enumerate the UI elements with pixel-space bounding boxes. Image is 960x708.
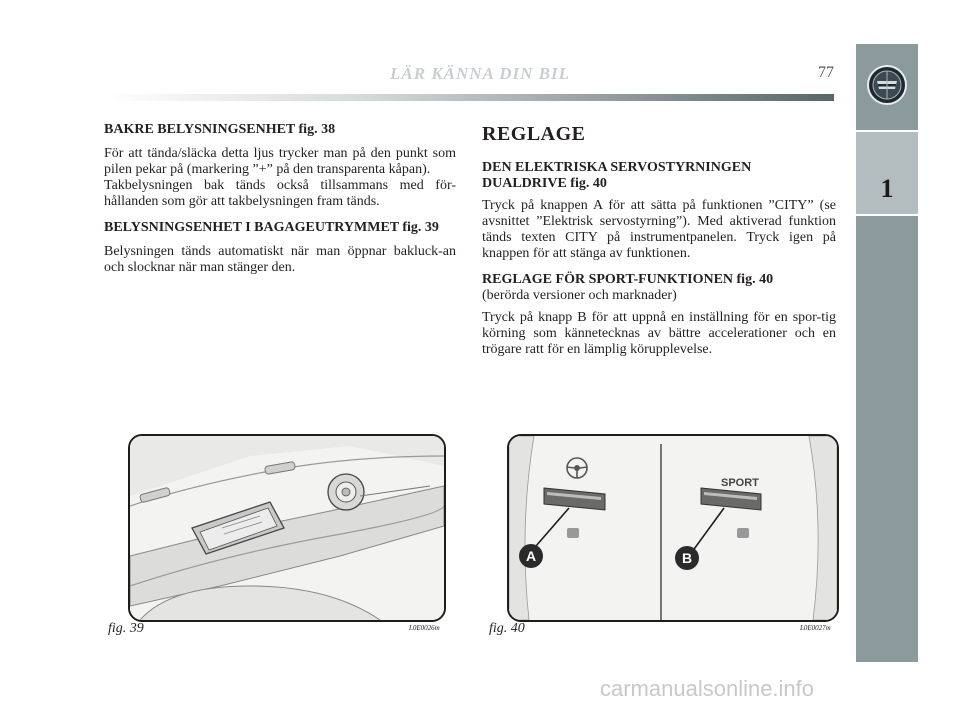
- chapter-number: 1: [880, 174, 894, 203]
- paragraph-rear-light-2: Takbelysningen bak tänds också tillsammans med för-hållanden som gör att takbelysningen fram tänds.: [104, 178, 456, 209]
- sport-subnote: (berörda versioner och marknader): [482, 288, 677, 303]
- figure-40-caption: fig. 40: [489, 621, 525, 636]
- label-a: A: [525, 548, 537, 564]
- paragraph-rear-light-1: För att tända/släcka detta ljus trycker man på den punkt som pilen pekar på (markering ”+” på den transparenta kåpan).: [104, 146, 456, 177]
- figure-39-image: [128, 434, 446, 622]
- paragraph-luggage-light: Belysningen tänds automatiskt när man öppnar bakluck-an och slocknar när man stänger den.: [104, 244, 456, 275]
- chapter-sidebar: [856, 44, 918, 662]
- luggage-light-illustration: [130, 436, 444, 620]
- figure-40-code: L0E0027m: [800, 624, 831, 632]
- left-column: [104, 122, 456, 276]
- heading-line-2: DUALDRIVE fig. 40: [482, 176, 607, 191]
- label-b: B: [681, 550, 693, 566]
- steering-controls-illustration: [509, 436, 837, 620]
- paragraph-power-steering: Tryck på knappen A för att sätta på funktionen ”CITY” (se avsnittet ”Elektrisk servostyrning”). Med aktiverad funktion tänds texten CITY på instrumentpanelen. Tryck igen på knappen för att stänga av funktionen.: [482, 198, 836, 261]
- lock-cylinder: [328, 474, 364, 510]
- running-header-title: LÄR KÄNNA DIN BIL: [390, 64, 570, 83]
- logo-box: [856, 44, 918, 130]
- section-heading-power-steering: [482, 160, 836, 192]
- main-heading-controls: REGLAGE: [482, 123, 586, 145]
- header-rule: [102, 94, 834, 101]
- callout-b: [675, 546, 699, 570]
- heading-line-1: DEN ELEKTRISKA SERVOSTYRNINGEN: [482, 160, 752, 175]
- right-column: [482, 122, 836, 358]
- figure-39-code: L0E0026m: [409, 624, 440, 632]
- sport-label: SPORT: [721, 477, 759, 489]
- section-heading-luggage-light: BELYSNINGSENHET I BAGAGEUTRYMMET fig. 39: [104, 220, 439, 235]
- callout-a: [519, 544, 543, 568]
- figure-39-caption: fig. 39: [108, 621, 144, 636]
- section-heading-sport: REGLAGE FÖR SPORT-FUNKTIONEN fig. 40: [482, 272, 774, 287]
- page-number: 77: [818, 64, 834, 81]
- lancia-logo-icon: [866, 64, 908, 106]
- paragraph-sport: Tryck på knapp B för att uppnå en inställning för en spor-tig körning som kännetecknas av bättre accelerationer och en trögare ratt för en lämplig körupplevelse.: [482, 310, 836, 357]
- sidebar-divider: [856, 214, 918, 216]
- watermark: carmanualsonline.info: [600, 676, 815, 701]
- section-heading-rear-light: BAKRE BELYSNINGSENHET fig. 38: [104, 122, 336, 137]
- figure-40-image: [507, 434, 839, 622]
